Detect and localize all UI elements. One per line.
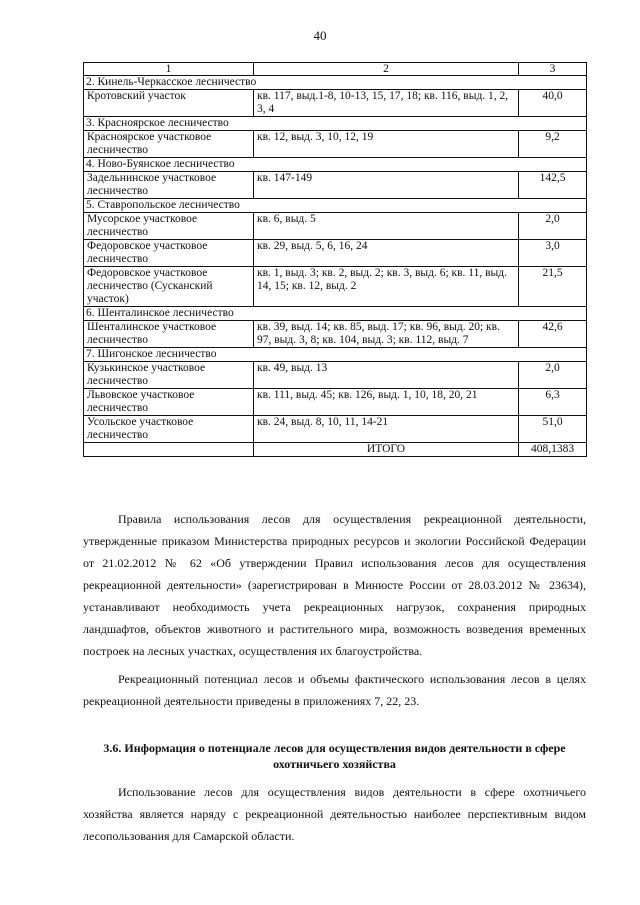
location-cell: кв. 147-149 [254,172,519,199]
section-title: 4. Ново-Буянское лесничество [84,158,587,172]
section-row [84,158,587,172]
forestry-name: Усольское участковое лесничество [84,416,254,443]
forestry-name: Кротовский участок [84,90,254,117]
section-title: 2. Кинель-Черкасское лесничество [84,76,587,90]
page-number: 40 [313,28,327,43]
area-cell: 2,0 [519,213,587,240]
section-row [84,199,587,213]
location-cell: кв. 24, выд. 8, 10, 11, 14-21 [254,416,519,443]
section-row [84,76,587,90]
area-cell: 21,5 [519,267,587,307]
area-cell: 9,2 [519,131,587,158]
section-row [84,117,587,131]
recreation-text [83,508,586,712]
location-cell: кв. 1, выд. 3; кв. 2, выд. 2; кв. 3, выд. 6; кв. 11, выд. 14, 15; кв. 12, выд. 2 [254,267,519,307]
section-title: 6. Шенталинское лесничество [84,307,587,321]
table-row [84,172,587,199]
table-row [84,240,587,267]
area-cell: 6,3 [519,389,587,416]
header-col-1: 1 [84,63,254,76]
header-col-3: 3 [519,63,587,76]
area-cell: 3,0 [519,240,587,267]
section-title: 5. Ставропольское лесничество [84,199,587,213]
location-cell: кв. 6, выд. 5 [254,213,519,240]
forestry-name: Шенталинское участковое лесничество [84,321,254,348]
table-row [84,362,587,389]
area-cell: 51,0 [519,416,587,443]
forestry-name: Федоровское участковое лесничество (Сусканский участок) [84,267,254,307]
forestry-name: Мусорское участковое лесничество [84,213,254,240]
table-header-row [84,63,587,76]
area-cell: 142,5 [519,172,587,199]
forestry-name: Кузькинское участковое лесничество [84,362,254,389]
table-row [84,131,587,158]
location-cell: кв. 111, выд. 45; кв. 126, выд. 1, 10, 18, 20, 21 [254,389,519,416]
table-row [84,321,587,348]
area-cell: 40,0 [519,90,587,117]
table-row [84,416,587,443]
section-title: 3. Красноярское лесничество [84,117,587,131]
section-row [84,348,587,362]
section-heading: 3.6. Информация о потенциале лесов для осуществления видов деятельности в сфере охотничьего хозяйства [103,741,566,771]
forestry-name: Задельнинское участковое лесничество [84,172,254,199]
forestry-name: Красноярское участковое лесничество [84,131,254,158]
forest-areas-table [83,62,587,457]
total-value: 408,1383 [519,443,587,457]
table-row [84,267,587,307]
total-row [84,443,587,457]
section-row [84,307,587,321]
area-cell: 2,0 [519,362,587,389]
location-cell: кв. 29, выд. 5, 6, 16, 24 [254,240,519,267]
forestry-name: Федоровское участковое лесничество [84,240,254,267]
table-body [84,63,587,457]
location-cell: кв. 49, выд. 13 [254,362,519,389]
section-title: 7. Шигонское лесничество [84,348,587,362]
paragraph-hunting: Использование лесов для осуществления видов деятельности в сфере охотничьего хозяйства является наряду с рекреационной деятельностью наиболее перспективным видом лесопользования для Самарской области. [83,785,586,843]
table-row [84,389,587,416]
paragraph-potential: Рекреационный потенциал лесов и объемы фактического использования лесов в целях рекреационной деятельности приведены в приложениях 7, 22, 23. [83,672,586,708]
location-cell: кв. 12, выд. 3, 10, 12, 19 [254,131,519,158]
area-cell: 42,6 [519,321,587,348]
total-empty-cell [84,443,254,457]
forestry-name: Львовское участковое лесничество [84,389,254,416]
total-label: ИТОГО [254,443,519,457]
location-cell: кв. 39, выд. 14; кв. 85, выд. 17; кв. 96, выд. 20; кв. 97, выд. 3, 8; кв. 104, выд. 3; кв. 112, выд. 7 [254,321,519,348]
header-col-2: 2 [254,63,519,76]
paragraph-rules: Правила использования лесов для осуществления рекреационной деятельности, утвержденные приказом Министерства природных ресурсов и экологии Российской Федерации от 21.02.2012 № 62 «Об утверждении Правил использования лесов для осуществления рекреационной деятельности» (зарегистрирован в Минюсте России от 28.03.2012 № 23634), устанавливают необходимость учета рекреационных нагрузок, сохранения природных ландшафтов, объектов животного и растительного мира, возможность возведения временных построек на лесных участках, осуществления их благоустройства. [83,512,586,658]
location-cell: кв. 117, выд.1-8, 10-13, 15, 17, 18; кв. 116, выд. 1, 2, 3, 4 [254,90,519,117]
table-row [84,213,587,240]
table-row [84,90,587,117]
hunting-text [83,781,586,847]
